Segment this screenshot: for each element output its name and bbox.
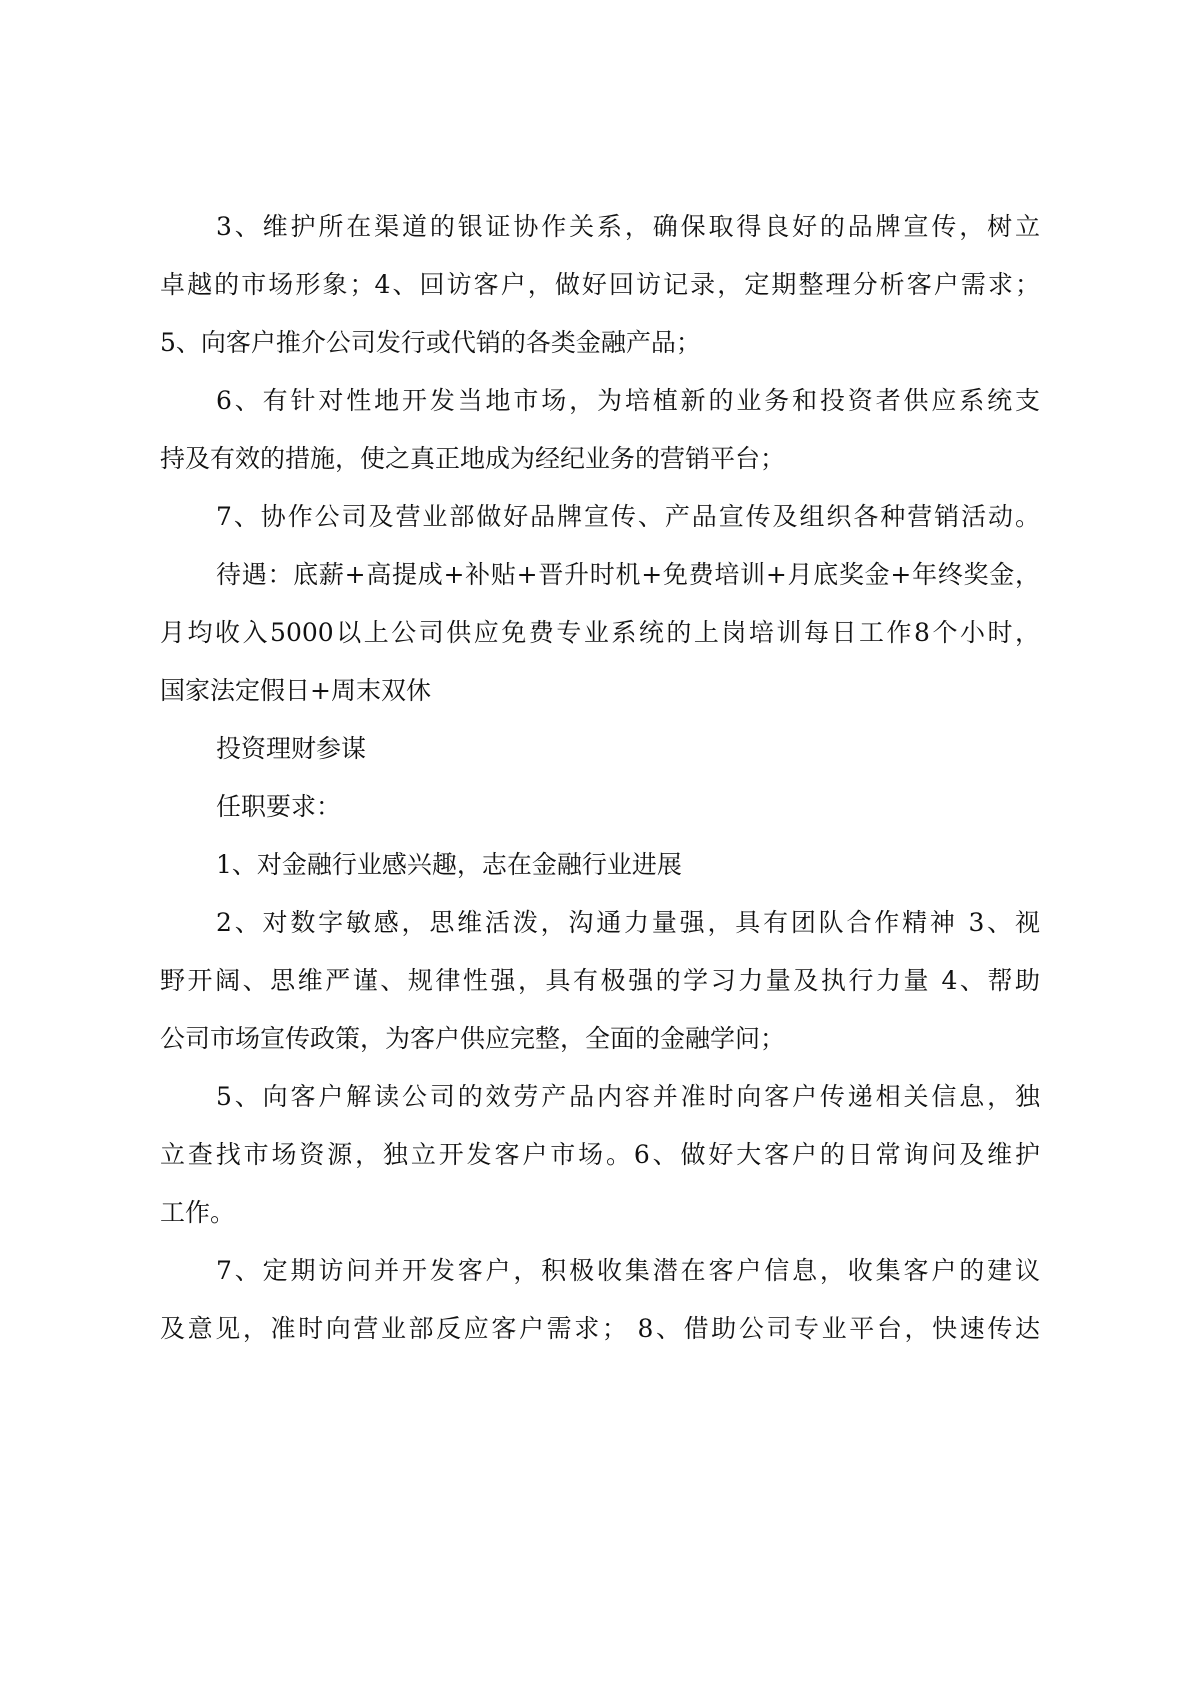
text-line: 国家法定假日+周末双休 (160, 676, 431, 705)
text-line: 卓越的市场形象；4、回访客户，做好回访记录，定期整理分析客户需求； (160, 270, 1040, 299)
text-line: 立查找市场资源，独立开发客户市场。6、做好大客户的日常询问及维护 (160, 1140, 1040, 1169)
text-line: 待遇：底薪+高提成+补贴+晋升时机+免费培训+月底奖金+年终奖金， (216, 560, 1040, 589)
text-line: 3、维护所在渠道的银证协作关系，确保取得良好的品牌宣传，树立 (216, 212, 1040, 241)
text-line: 1、对金融行业感兴趣，志在金融行业进展 (216, 850, 682, 879)
text-line: 6、有针对性地开发当地市场，为培植新的业务和投资者供应系统支 (216, 386, 1040, 415)
text-line: 7、协作公司及营业部做好品牌宣传、产品宣传及组织各种营销活动。 (216, 502, 1040, 531)
text-line: 5、向客户解读公司的效劳产品内容并准时向客户传递相关信息，独 (216, 1082, 1040, 1111)
text-line: 持及有效的措施，使之真正地成为经纪业务的营销平台； (160, 444, 786, 473)
text-line: 工作。 (160, 1198, 236, 1227)
text-line: 任职要求： (216, 792, 342, 821)
text-line: 2、对数字敏感，思维活泼，沟通力量强，具有团队合作精神 3、视 (216, 908, 1040, 937)
text-line: 公司市场宣传政策，为客户供应完整，全面的金融学问； (160, 1024, 786, 1053)
text-line: 投资理财参谋 (216, 734, 367, 763)
text-line: 5、向客户推介公司发行或代销的各类金融产品； (160, 328, 701, 357)
text-line: 野开阔、思维严谨、规律性强，具有极强的学习力量及执行力量 4、帮助 (160, 966, 1040, 995)
text-line: 及意见，准时向营业部反应客户需求； 8、借助公司专业平台，快速传达 (160, 1314, 1040, 1343)
text-line: 7、定期访问并开发客户，积极收集潜在客户信息，收集客户的建议 (216, 1256, 1040, 1285)
text-line: 月均收入5000以上公司供应免费专业系统的上岗培训每日工作8个小时， (160, 618, 1040, 647)
